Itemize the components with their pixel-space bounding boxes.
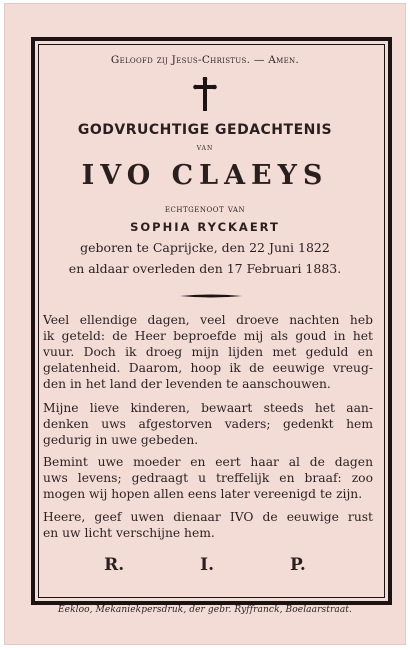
death-line: en aldaar overleden den 17 Februari 1883. <box>68 261 342 276</box>
rip-closing <box>0 555 410 575</box>
paragraph-2 <box>43 400 373 448</box>
text-line: Mijne lieve kinderen, bewaart steeds het aan- <box>43 401 373 415</box>
text-line: Heere, geef uwen dienaar IVO de eeuwige rust <box>43 510 373 524</box>
latin-cross-icon <box>193 77 217 111</box>
card-title: GODVRUCHTIGE GEDACHTENIS <box>77 122 333 138</box>
text-line: mogen wij hopen allen eens later vereenigd te zijn. <box>43 487 363 501</box>
rip-letter-p: P. <box>289 555 306 575</box>
rip-letter-r: R. <box>104 555 125 575</box>
paragraph-4 <box>43 509 373 541</box>
printer-credit: Eekloo, Mekaniekpersdruk, der gebr. Ryffranck, Boelaarstraat. <box>58 605 352 615</box>
text-line: gedurig in uwe gebeden. <box>43 433 199 447</box>
birth-line: geboren te Caprijcke, den 22 Juni 1822 <box>80 240 330 255</box>
text-line: Veel ellendige dagen, veel droeve nachten heb <box>43 313 373 327</box>
latin-cross-icon <box>0 77 410 117</box>
spouse-name: SOPHIA RYCKAERT <box>130 220 280 234</box>
deceased-name: IVO CLAEYS <box>81 160 329 191</box>
text-line: en uw licht verschijne hem. <box>43 526 215 540</box>
text-line: ik geteld: de Heer beproefde mij als goud in het <box>43 329 373 343</box>
paragraph-1 <box>43 312 373 392</box>
text-line: den in het land der levenden te aanschouwen. <box>43 377 331 391</box>
spouse-label: echtgenoot van <box>164 204 246 215</box>
text-line: gelatenheid. Daarom, hoop ik de eeuwige vreug- <box>43 361 373 375</box>
rip-letter-i: I. <box>200 555 215 575</box>
paragraph-3 <box>43 454 373 502</box>
text-line: Bemint uwe moeder en eert haar al de dagen <box>43 455 373 469</box>
van-label: van <box>196 143 214 152</box>
text-line: vuur. Doch ik droeg mijn lijden met geduld en <box>43 345 373 359</box>
text-line: denken uws afgestorven vaders; gedenkt hem <box>43 417 373 431</box>
header-invocation: Geloofd zij Jesus-Christus. — Amen. <box>110 54 300 66</box>
text-line: uws levens; gedraagt u treffelijk en braaf: zoo <box>43 471 373 485</box>
ornamental-divider-icon <box>180 294 242 298</box>
